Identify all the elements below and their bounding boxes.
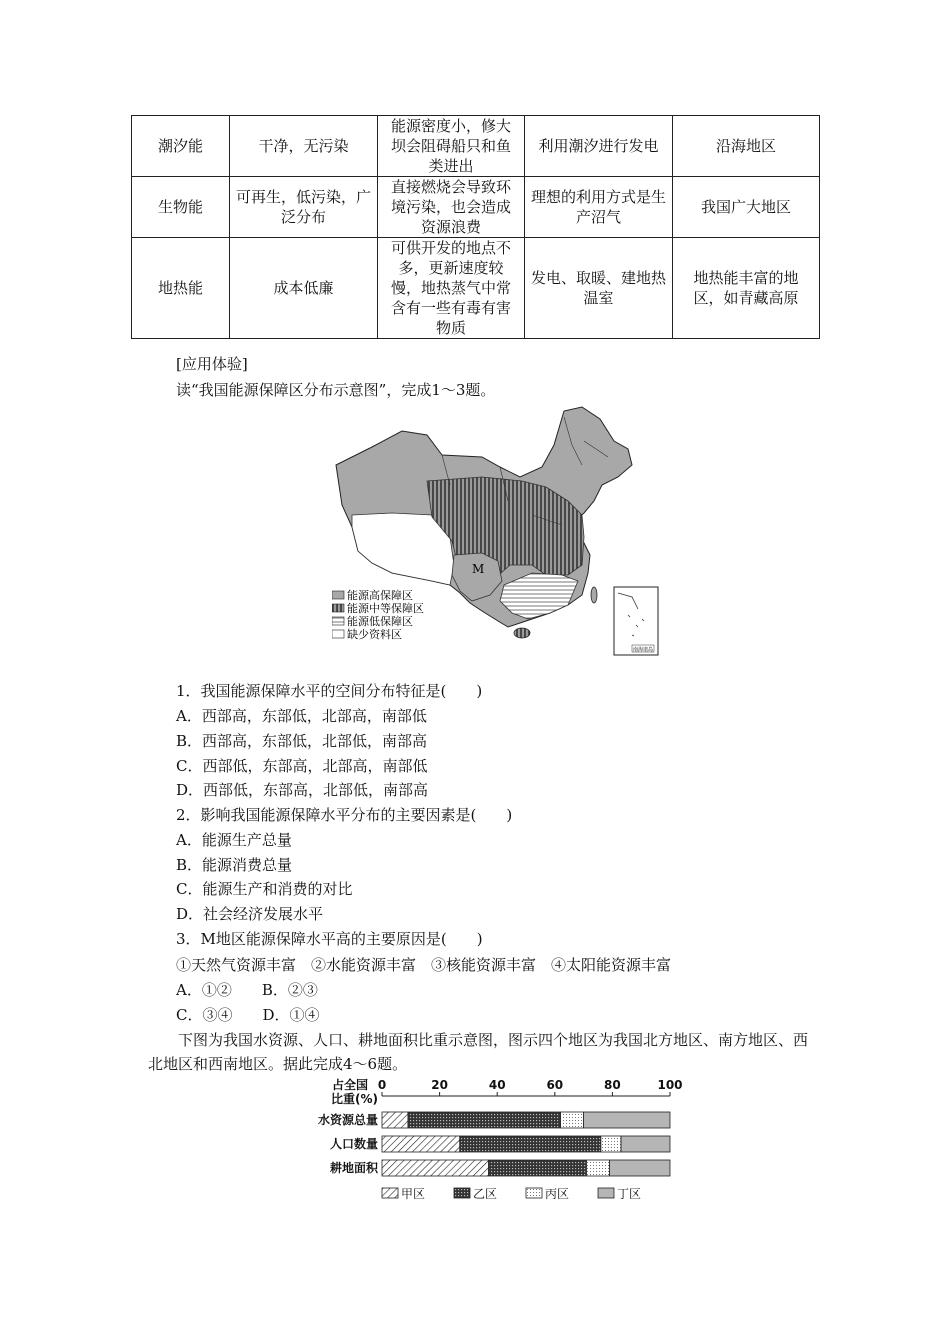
answer-option: C．③④ D．①④: [176, 1006, 320, 1024]
axis-title: 占全国: [331, 1078, 368, 1092]
bar-segment: [586, 1160, 609, 1176]
legend-label: 丙区: [545, 1187, 570, 1201]
energy-type-cell: 生物能: [132, 177, 230, 238]
chart-axis: [331, 1077, 683, 1106]
section-heading: [应用体验]: [176, 355, 248, 373]
bar-segment: [621, 1136, 670, 1152]
question-stem: 3．M地区能源保障水平高的主要原因是( ): [176, 930, 483, 948]
disadvantage-cell: 能源密度小，修大坝会阻碍船只和鱼类进出: [378, 116, 525, 177]
legend-swatch: [526, 1188, 542, 1198]
tick-label: 100: [657, 1078, 683, 1092]
category-label: 耕地面积: [329, 1161, 378, 1175]
bar-segment: [408, 1112, 561, 1128]
answer-option: B．能源消费总量: [176, 856, 293, 874]
legend-label: 能源高保障区: [347, 589, 413, 602]
legend-label: 能源低保障区: [347, 615, 413, 628]
legend-swatch: [382, 1188, 398, 1198]
bar-segment: [601, 1136, 621, 1152]
answer-option: A．西部高，东部低，北部高，南部低: [176, 707, 427, 725]
energy-table: [131, 115, 820, 339]
bar-segment: [584, 1112, 670, 1128]
tick-label: 0: [377, 1078, 387, 1092]
category-label: 水资源总量: [317, 1113, 378, 1127]
disadvantage-cell: 直接燃烧会导致环境污染，也会造成资源浪费: [378, 177, 525, 238]
legend-swatch: [598, 1188, 614, 1198]
map-legend: [332, 588, 424, 641]
table-row: [132, 177, 820, 238]
legend-label: 丁区: [617, 1187, 642, 1201]
answer-option: A．能源生产总量: [176, 831, 292, 849]
legend-label: 能源中等保障区: [347, 602, 424, 615]
distribution-cell: 沿海地区: [673, 116, 820, 177]
tick-label: 20: [431, 1078, 448, 1092]
map-label-m: M: [472, 562, 485, 576]
advantage-cell: 干净，无污染: [230, 116, 378, 177]
legend-label: 乙区: [473, 1187, 498, 1201]
distribution-cell: 地热能丰富的地区，如青藏高原: [673, 238, 820, 339]
advantage-cell: 成本低廉: [230, 238, 378, 339]
answer-option: C．能源生产和消费的对比: [176, 880, 353, 898]
answer-option: B．西部高，东部低，北部低，南部高: [176, 732, 428, 750]
chart-legend: [382, 1187, 641, 1201]
bar-segment: [460, 1136, 601, 1152]
category-label: 人口数量: [329, 1137, 378, 1151]
question-stem: 1．我国能源保障水平的空间分布特征是( ): [176, 682, 483, 700]
distribution-cell: 我国广大地区: [673, 177, 820, 238]
table-row: [132, 238, 820, 339]
question-choices: ①天然气资源丰富 ②水能资源丰富 ③核能资源丰富 ④太阳能资源丰富: [176, 956, 672, 974]
legend-swatch: [454, 1188, 470, 1198]
bar-segment: [610, 1160, 670, 1176]
bar-segment: [561, 1112, 584, 1128]
bar-segment: [382, 1160, 489, 1176]
use-cell: 发电、取暖、建地热温室: [525, 238, 673, 339]
energy-type-cell: 潮汐能: [132, 116, 230, 177]
tick-label: 60: [546, 1078, 564, 1092]
taiwan-island: [591, 587, 597, 603]
tick-label: 80: [604, 1078, 621, 1092]
bar-segment: [382, 1112, 408, 1128]
hainan-island: [514, 628, 530, 638]
energy-map-figure: [332, 405, 662, 659]
answer-option: A．①② B．②③: [176, 981, 318, 999]
answer-option: D．社会经济发展水平: [176, 905, 324, 923]
use-cell: 理想的利用方式是生产沼气: [525, 177, 673, 238]
inset-label: 南海诸岛: [633, 647, 654, 653]
axis-title: 比重(%): [331, 1092, 378, 1106]
legend-label: 缺少资料区: [347, 628, 402, 641]
chart-intro-paragraph: 下图为我国水资源、人口、耕地面积比重示意图，图示四个地区为我国北方地区、南方地区、西北地区和西南地区。据此完成4～6题。: [148, 1031, 809, 1073]
energy-type-cell: 地热能: [132, 238, 230, 339]
chart-bars: [318, 1112, 670, 1176]
tick-label: 40: [488, 1078, 506, 1092]
answer-option: D．西部低，东部高，北部低，南部高: [176, 781, 429, 799]
legend-label: 甲区: [401, 1187, 426, 1201]
use-cell: 利用潮汐进行发电: [525, 116, 673, 177]
bar-segment: [382, 1136, 460, 1152]
table-row: [132, 116, 820, 177]
section-intro: 读“我国能源保障区分布示意图”，完成1～3题。: [176, 381, 496, 399]
advantage-cell: 可再生，低污染，广泛分布: [230, 177, 378, 238]
question-stem: 2．影响我国能源保障水平分布的主要因素是( ): [176, 806, 513, 824]
answer-option: C．西部低，东部高，北部高，南部低: [176, 757, 428, 775]
disadvantage-cell: 可供开发的地点不多，更新速度较慢，地热蒸气中常含有一些有毒有害物质: [378, 238, 525, 339]
bar-segment: [489, 1160, 587, 1176]
resource-share-chart: [310, 1077, 710, 1207]
